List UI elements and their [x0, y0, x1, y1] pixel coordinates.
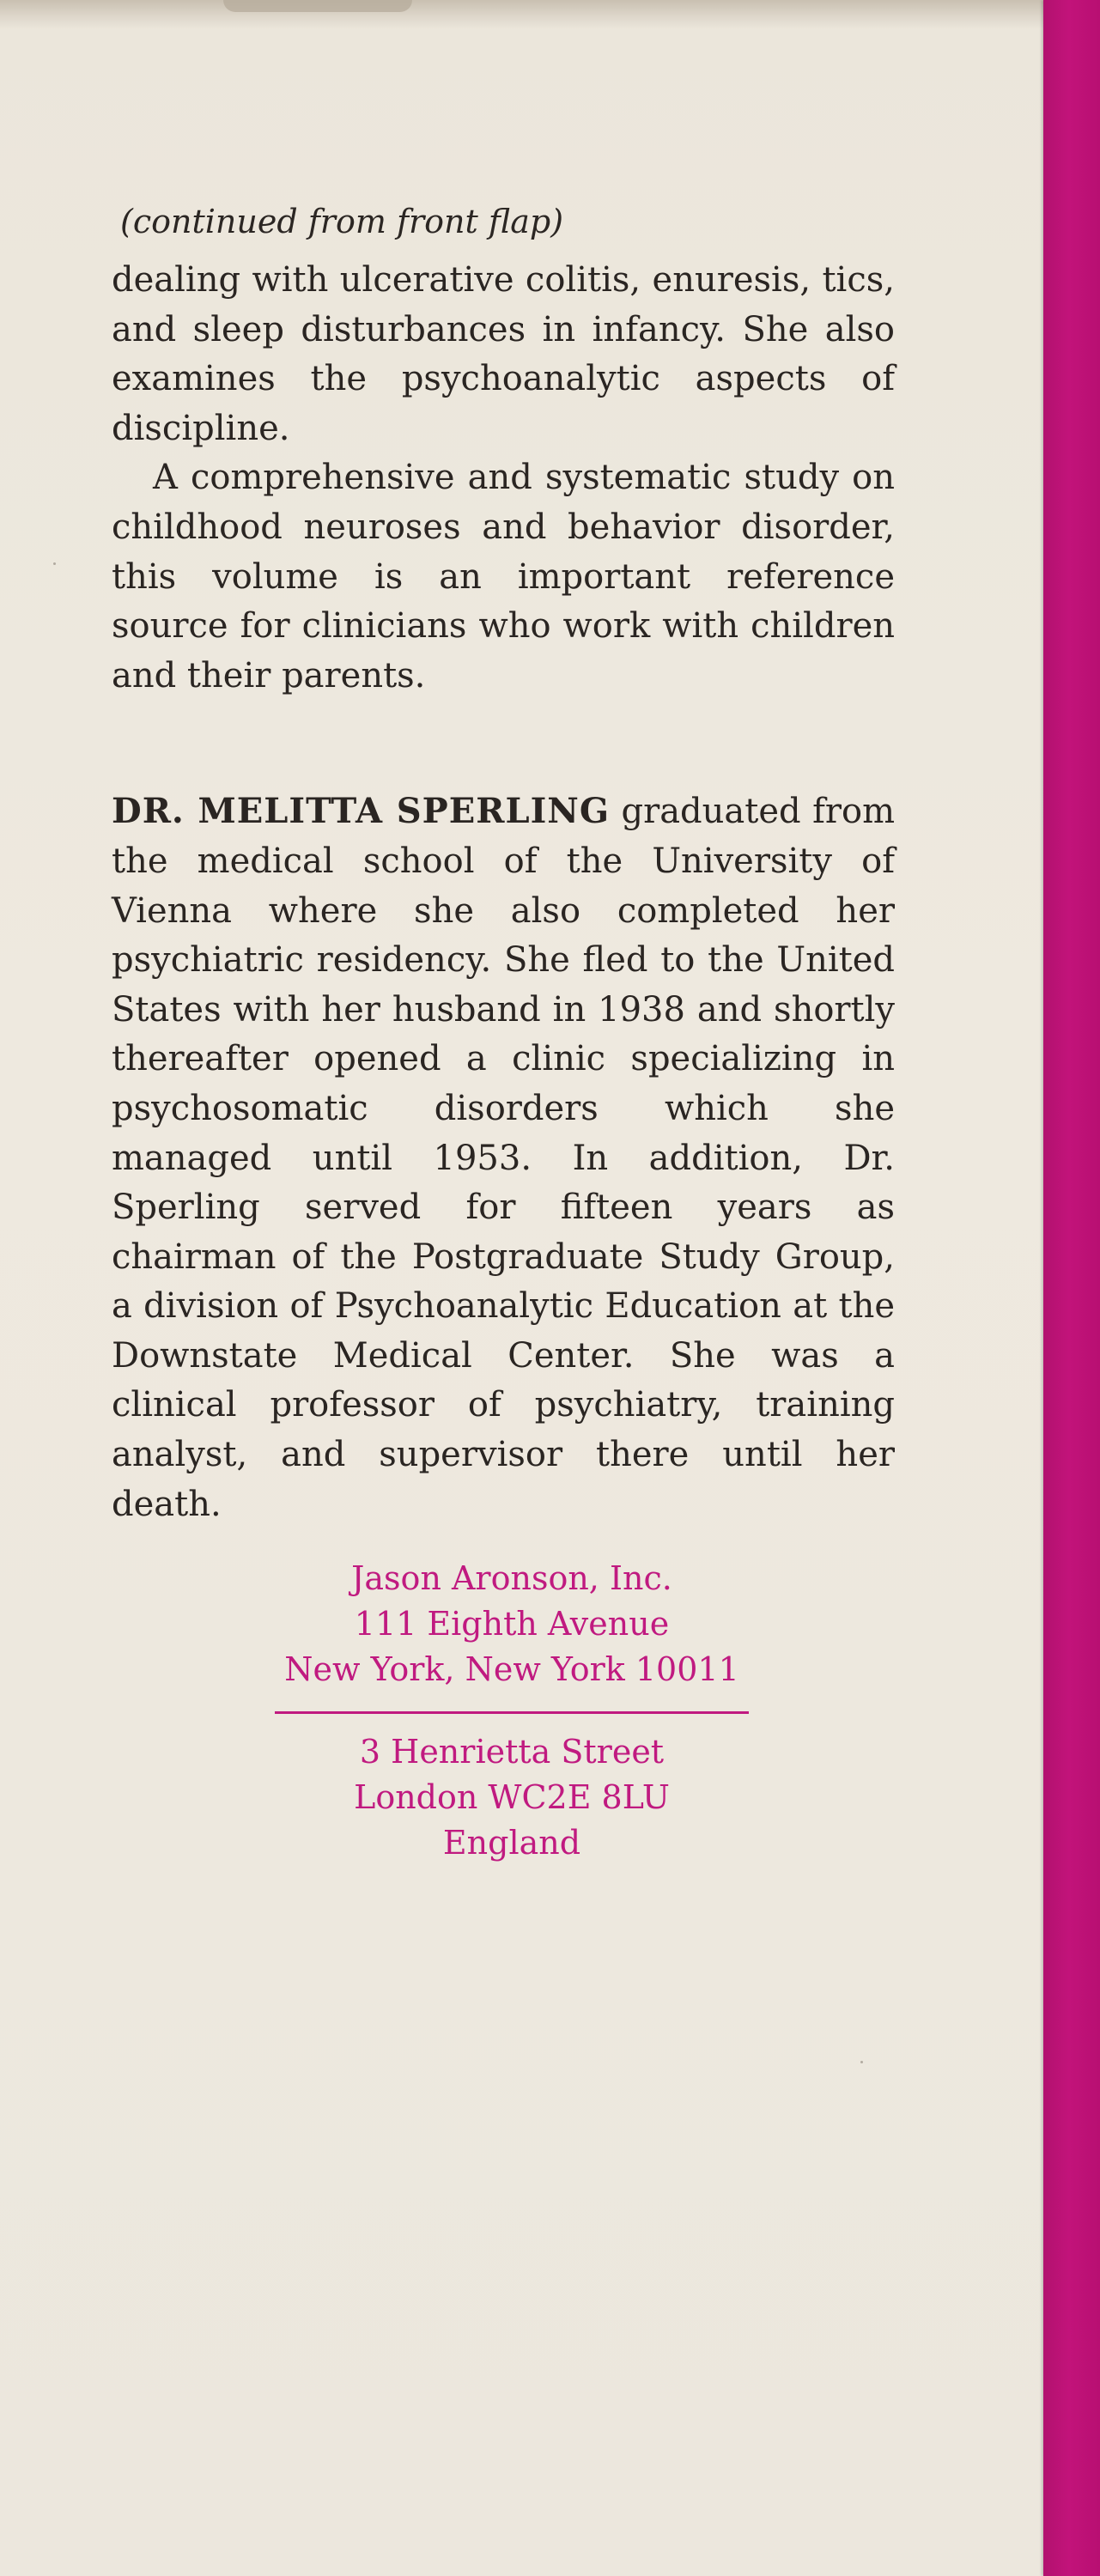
publisher-uk-country: England [442, 1824, 581, 1862]
publisher-uk-city: London WC2E 8LU [354, 1778, 670, 1816]
flap-paragraph-2: A comprehensive and systematic study on childhood neuroses and behavior disorder, this volume is an important reference source for clinicians who work with children and their parents. [112, 458, 895, 696]
publisher-name: Jason Aronson, Inc. [351, 1559, 672, 1597]
paper-speck [860, 2061, 863, 2063]
publisher-us-street: 111 Eighth Avenue [354, 1605, 670, 1643]
publisher-uk-street: 3 Henrietta Street [359, 1733, 665, 1771]
flap-text-column [112, 203, 895, 1529]
author-name: DR. MELITTA SPERLING [112, 791, 610, 832]
publisher-us-city: New York, New York 10011 [284, 1650, 739, 1688]
continued-note: (continued from front flap) [120, 203, 564, 240]
author-bio-text: graduated from the medical school of the University of Vienna where she also completed her psychiatric residency. She fled to the United States with her husband in 1938 and shortly thereafter opened a clinic specializing in psychosomatic disorders which she managed until 1953. In addition, Dr. Sperling served for fifteen years as chairman of the Postgraduate Study Group, a division of Psychoanalytic Education at the Downstate Medical Center. She was a clinical professor of psychiatry, training analyst, and supervisor there until her death. [112, 792, 896, 1524]
author-bio [112, 787, 895, 1529]
flap-paragraph-1: dealing with ulcerative colitis, enuresis, tics, and sleep disturbances in infancy. She also examines the psychoanalytic aspects of discipline. [112, 260, 895, 448]
paper-speck [53, 562, 56, 565]
top-edge-shadow [0, 0, 1043, 29]
magenta-spine-edge [1043, 0, 1100, 2576]
top-edge-fold [223, 0, 412, 12]
publisher-block [275, 1556, 749, 1866]
publisher-divider [275, 1711, 749, 1714]
